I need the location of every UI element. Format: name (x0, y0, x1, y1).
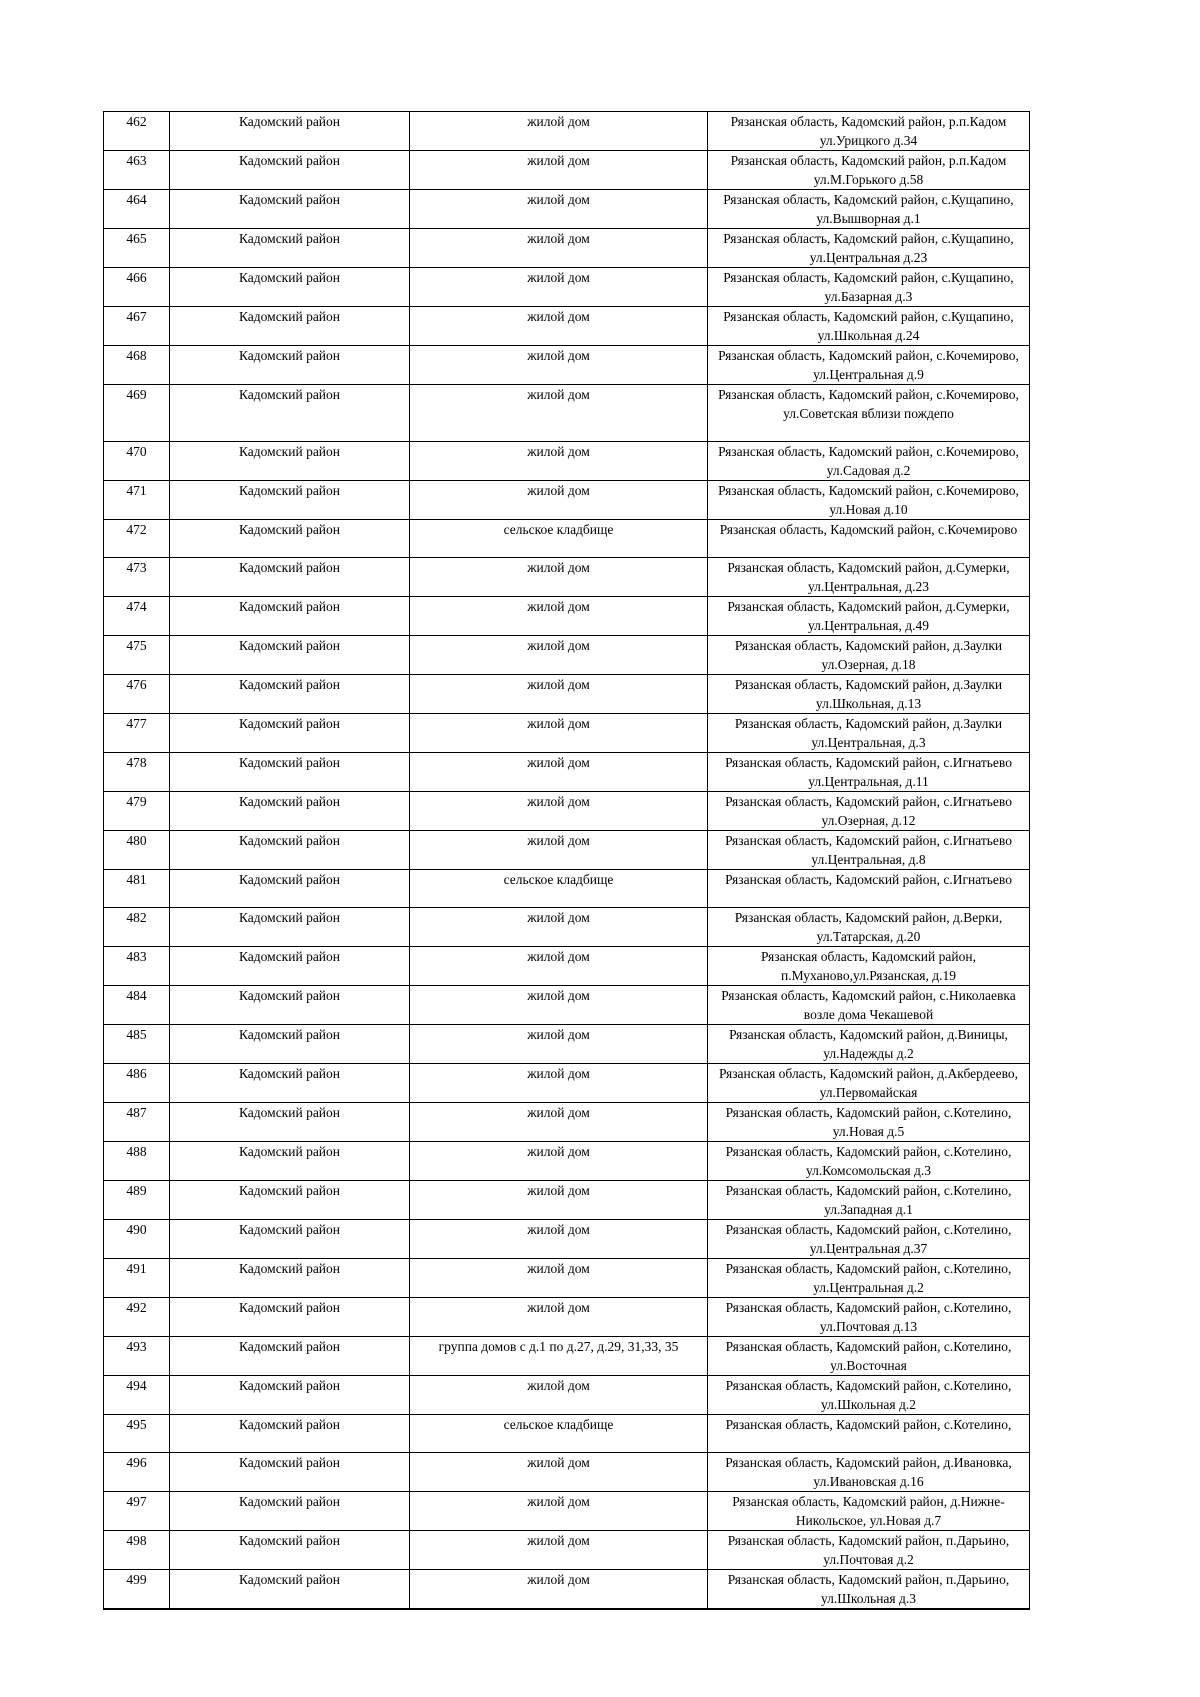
district-cell: Кадомский район (170, 1337, 410, 1376)
address-cell: Рязанская область, Кадомский район, с.Игнатьево (708, 870, 1030, 908)
district-cell: Кадомский район (170, 229, 410, 268)
district-cell: Кадомский район (170, 1220, 410, 1259)
row-number-cell: 478 (104, 753, 170, 792)
address-cell: Рязанская область, Кадомский район, с.Котелино, ул.Новая д.5 (708, 1103, 1030, 1142)
row-number-cell: 496 (104, 1453, 170, 1492)
address-cell: Рязанская область, Кадомский район, с.Кочемирово, ул.Садовая д.2 (708, 442, 1030, 481)
address-cell: Рязанская область, Кадомский район, д.Сумерки, ул.Центральная, д.49 (708, 597, 1030, 636)
district-cell: Кадомский район (170, 1298, 410, 1337)
district-cell: Кадомский район (170, 714, 410, 753)
object-type-cell: жилой дом (410, 1103, 708, 1142)
table-row (104, 558, 1030, 597)
table-row (104, 870, 1030, 908)
table-row (104, 792, 1030, 831)
table-row (104, 1298, 1030, 1337)
object-type-cell: жилой дом (410, 714, 708, 753)
object-type-cell: жилой дом (410, 346, 708, 385)
district-cell: Кадомский район (170, 1453, 410, 1492)
object-type-cell: жилой дом (410, 675, 708, 714)
row-number-cell: 489 (104, 1181, 170, 1220)
district-cell: Кадомский район (170, 520, 410, 558)
table-row (104, 947, 1030, 986)
row-number-cell: 481 (104, 870, 170, 908)
district-cell: Кадомский район (170, 947, 410, 986)
address-cell: Рязанская область, Кадомский район, д.Ивановка, ул.Ивановская д.16 (708, 1453, 1030, 1492)
table-row (104, 268, 1030, 307)
row-number-cell: 490 (104, 1220, 170, 1259)
district-cell: Кадомский район (170, 1492, 410, 1531)
table-row (104, 986, 1030, 1025)
district-cell: Кадомский район (170, 1415, 410, 1453)
address-cell: Рязанская область, Кадомский район, с.Игнатьево ул.Озерная, д.12 (708, 792, 1030, 831)
row-number-cell: 464 (104, 190, 170, 229)
address-cell: Рязанская область, Кадомский район, д.Виницы, ул.Надежды д.2 (708, 1025, 1030, 1064)
address-cell: Рязанская область, Кадомский район, п.Дарьино, ул.Почтовая д.2 (708, 1531, 1030, 1570)
district-cell: Кадомский район (170, 753, 410, 792)
district-cell: Кадомский район (170, 831, 410, 870)
district-cell: Кадомский район (170, 1103, 410, 1142)
object-type-cell: жилой дом (410, 307, 708, 346)
object-type-cell: жилой дом (410, 636, 708, 675)
district-cell: Кадомский район (170, 1531, 410, 1570)
address-cell: Рязанская область, Кадомский район, д.Заулки ул.Школьная, д.13 (708, 675, 1030, 714)
row-number-cell: 474 (104, 597, 170, 636)
district-cell: Кадомский район (170, 1570, 410, 1610)
row-number-cell: 476 (104, 675, 170, 714)
table-row (104, 1376, 1030, 1415)
row-number-cell: 467 (104, 307, 170, 346)
object-type-cell: жилой дом (410, 1220, 708, 1259)
object-type-cell: жилой дом (410, 1259, 708, 1298)
address-cell: Рязанская область, Кадомский район, с.Кущапино, ул.Вышворная д.1 (708, 190, 1030, 229)
row-number-cell: 470 (104, 442, 170, 481)
object-type-cell: группа домов с д.1 по д.27, д.29, 31,33, 35 (410, 1337, 708, 1376)
address-cell: Рязанская область, Кадомский район, п.Дарьино, ул.Школьная д.3 (708, 1570, 1030, 1610)
district-cell: Кадомский район (170, 1376, 410, 1415)
address-cell: Рязанская область, Кадомский район, д.Верки, ул.Татарская, д.20 (708, 908, 1030, 947)
address-cell: Рязанская область, Кадомский район, р.п.Кадом ул.М.Горького д.58 (708, 151, 1030, 190)
object-type-cell: жилой дом (410, 1142, 708, 1181)
district-cell: Кадомский район (170, 986, 410, 1025)
address-cell: Рязанская область, Кадомский район, д.Заулки ул.Озерная, д.18 (708, 636, 1030, 675)
district-cell: Кадомский район (170, 597, 410, 636)
district-cell: Кадомский район (170, 481, 410, 520)
table-row (104, 481, 1030, 520)
object-type-cell: сельское кладбище (410, 1415, 708, 1453)
row-number-cell: 498 (104, 1531, 170, 1570)
table-row (104, 1142, 1030, 1181)
object-type-cell: жилой дом (410, 986, 708, 1025)
district-cell: Кадомский район (170, 792, 410, 831)
objects-table-body (104, 112, 1030, 1610)
row-number-cell: 465 (104, 229, 170, 268)
table-row (104, 636, 1030, 675)
row-number-cell: 485 (104, 1025, 170, 1064)
object-type-cell: сельское кладбище (410, 520, 708, 558)
object-type-cell: жилой дом (410, 1181, 708, 1220)
address-cell: Рязанская область, Кадомский район, с.Кочемирово, ул.Советская вблизи пождепо (708, 385, 1030, 442)
row-number-cell: 468 (104, 346, 170, 385)
object-type-cell: жилой дом (410, 1570, 708, 1610)
row-number-cell: 469 (104, 385, 170, 442)
row-number-cell: 497 (104, 1492, 170, 1531)
object-type-cell: жилой дом (410, 442, 708, 481)
table-row (104, 597, 1030, 636)
row-number-cell: 463 (104, 151, 170, 190)
district-cell: Кадомский район (170, 636, 410, 675)
row-number-cell: 480 (104, 831, 170, 870)
address-cell: Рязанская область, Кадомский район, с.Котелино, (708, 1415, 1030, 1453)
table-row (104, 307, 1030, 346)
address-cell: Рязанская область, Кадомский район, с.Игнатьево ул.Центральная, д.11 (708, 753, 1030, 792)
district-cell: Кадомский район (170, 190, 410, 229)
row-number-cell: 488 (104, 1142, 170, 1181)
table-row (104, 151, 1030, 190)
table-row (104, 831, 1030, 870)
district-cell: Кадомский район (170, 1025, 410, 1064)
address-cell: Рязанская область, Кадомский район, с.Кущапино, ул.Базарная д.3 (708, 268, 1030, 307)
district-cell: Кадомский район (170, 346, 410, 385)
address-cell: Рязанская область, Кадомский район, с.Котелино, ул.Комсомольская д.3 (708, 1142, 1030, 1181)
district-cell: Кадомский район (170, 1064, 410, 1103)
district-cell: Кадомский район (170, 870, 410, 908)
row-number-cell: 471 (104, 481, 170, 520)
table-row (104, 1025, 1030, 1064)
table-row (104, 346, 1030, 385)
row-number-cell: 473 (104, 558, 170, 597)
address-cell: Рязанская область, Кадомский район, д.Заулки ул.Центральная, д.3 (708, 714, 1030, 753)
object-type-cell: сельское кладбище (410, 870, 708, 908)
table-row (104, 190, 1030, 229)
address-cell: Рязанская область, Кадомский район, с.Игнатьево ул.Центральная, д.8 (708, 831, 1030, 870)
row-number-cell: 487 (104, 1103, 170, 1142)
district-cell: Кадомский район (170, 1259, 410, 1298)
address-cell: Рязанская область, Кадомский район, с.Кочемирово (708, 520, 1030, 558)
address-cell: Рязанская область, Кадомский район, д.Акбердеево, ул.Первомайская (708, 1064, 1030, 1103)
district-cell: Кадомский район (170, 908, 410, 947)
district-cell: Кадомский район (170, 1181, 410, 1220)
row-number-cell: 466 (104, 268, 170, 307)
address-cell: Рязанская область, Кадомский район, с.Котелино, ул.Восточная (708, 1337, 1030, 1376)
row-number-cell: 483 (104, 947, 170, 986)
district-cell: Кадомский район (170, 151, 410, 190)
object-type-cell: жилой дом (410, 112, 708, 151)
row-number-cell: 494 (104, 1376, 170, 1415)
object-type-cell: жилой дом (410, 1376, 708, 1415)
table-row (104, 1453, 1030, 1492)
row-number-cell: 475 (104, 636, 170, 675)
table-row (104, 442, 1030, 481)
district-cell: Кадомский район (170, 112, 410, 151)
address-cell: Рязанская область, Кадомский район, с.Котелино, ул.Почтовая д.13 (708, 1298, 1030, 1337)
row-number-cell: 482 (104, 908, 170, 947)
object-type-cell: жилой дом (410, 190, 708, 229)
district-cell: Кадомский район (170, 675, 410, 714)
row-number-cell: 462 (104, 112, 170, 151)
table-row (104, 1181, 1030, 1220)
object-type-cell: жилой дом (410, 558, 708, 597)
table-row (104, 229, 1030, 268)
address-cell: Рязанская область, Кадомский район, с.Кущапино, ул.Центральная д.23 (708, 229, 1030, 268)
objects-table (103, 111, 1030, 1610)
object-type-cell: жилой дом (410, 908, 708, 947)
address-cell: Рязанская область, Кадомский район, с.Котелино, ул.Центральная д.2 (708, 1259, 1030, 1298)
address-cell: Рязанская область, Кадомский район, с.Кочемирово, ул.Центральная д.9 (708, 346, 1030, 385)
table-row (104, 675, 1030, 714)
row-number-cell: 486 (104, 1064, 170, 1103)
district-cell: Кадомский район (170, 307, 410, 346)
object-type-cell: жилой дом (410, 481, 708, 520)
object-type-cell: жилой дом (410, 1531, 708, 1570)
district-cell: Кадомский район (170, 268, 410, 307)
address-cell: Рязанская область, Кадомский район, с.Котелино, ул.Школьная д.2 (708, 1376, 1030, 1415)
table-row (104, 1220, 1030, 1259)
row-number-cell: 495 (104, 1415, 170, 1453)
object-type-cell: жилой дом (410, 268, 708, 307)
object-type-cell: жилой дом (410, 753, 708, 792)
row-number-cell: 499 (104, 1570, 170, 1610)
table-row (104, 1337, 1030, 1376)
district-cell: Кадомский район (170, 385, 410, 442)
address-cell: Рязанская область, Кадомский район, с.Котелино, ул.Центральная д.37 (708, 1220, 1030, 1259)
object-type-cell: жилой дом (410, 1025, 708, 1064)
object-type-cell: жилой дом (410, 1492, 708, 1531)
table-row (104, 1064, 1030, 1103)
table-row (104, 1570, 1030, 1610)
row-number-cell: 477 (104, 714, 170, 753)
address-cell: Рязанская область, Кадомский район, р.п.Кадом ул.Урицкого д.34 (708, 112, 1030, 151)
table-row (104, 520, 1030, 558)
table-row (104, 385, 1030, 442)
address-cell: Рязанская область, Кадомский район, с.Кущапино, ул.Школьная д.24 (708, 307, 1030, 346)
table-row (104, 112, 1030, 151)
table-row (104, 1259, 1030, 1298)
table-row (104, 714, 1030, 753)
district-cell: Кадомский район (170, 442, 410, 481)
district-cell: Кадомский район (170, 1142, 410, 1181)
object-type-cell: жилой дом (410, 1064, 708, 1103)
object-type-cell: жилой дом (410, 947, 708, 986)
table-row (104, 1103, 1030, 1142)
row-number-cell: 491 (104, 1259, 170, 1298)
table-row (104, 1415, 1030, 1453)
table-row (104, 753, 1030, 792)
table-row (104, 1531, 1030, 1570)
object-type-cell: жилой дом (410, 1298, 708, 1337)
object-type-cell: жилой дом (410, 151, 708, 190)
object-type-cell: жилой дом (410, 1453, 708, 1492)
address-cell: Рязанская область, Кадомский район, с.Котелино, ул.Западная д.1 (708, 1181, 1030, 1220)
address-cell: Рязанская область, Кадомский район, д.Нижне-Никольское, ул.Новая д.7 (708, 1492, 1030, 1531)
object-type-cell: жилой дом (410, 229, 708, 268)
row-number-cell: 492 (104, 1298, 170, 1337)
address-cell: Рязанская область, Кадомский район, п.Муханово,ул.Рязанская, д.19 (708, 947, 1030, 986)
address-cell: Рязанская область, Кадомский район, с.Кочемирово, ул.Новая д.10 (708, 481, 1030, 520)
object-type-cell: жилой дом (410, 385, 708, 442)
object-type-cell: жилой дом (410, 597, 708, 636)
object-type-cell: жилой дом (410, 831, 708, 870)
address-cell: Рязанская область, Кадомский район, д.Сумерки, ул.Центральная, д.23 (708, 558, 1030, 597)
row-number-cell: 472 (104, 520, 170, 558)
address-cell: Рязанская область, Кадомский район, с.Николаевка возле дома Чекашевой (708, 986, 1030, 1025)
row-number-cell: 484 (104, 986, 170, 1025)
table-row (104, 1492, 1030, 1531)
row-number-cell: 493 (104, 1337, 170, 1376)
object-type-cell: жилой дом (410, 792, 708, 831)
row-number-cell: 479 (104, 792, 170, 831)
district-cell: Кадомский район (170, 558, 410, 597)
table-row (104, 908, 1030, 947)
